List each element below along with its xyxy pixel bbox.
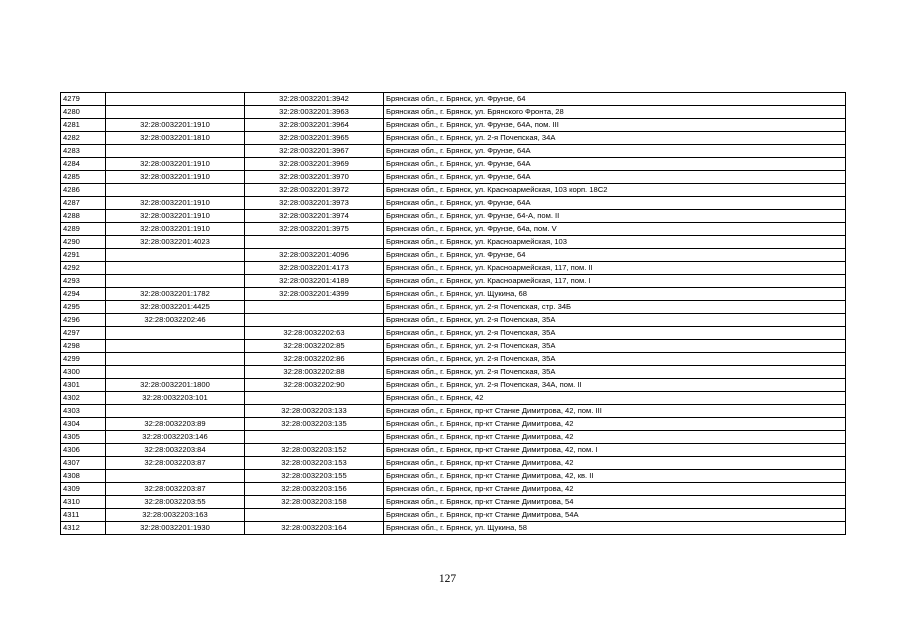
parent-cadastral-number-cell: 32:28:0032201:1810 [106,132,245,145]
cadastral-number-cell: 32:28:0032201:3974 [245,210,384,223]
parent-cadastral-number-cell: 32:28:0032201:1800 [106,379,245,392]
cadastral-number-cell: 32:28:0032201:4096 [245,249,384,262]
parent-cadastral-number-cell: 32:28:0032203:89 [106,418,245,431]
cadastral-number-cell: 32:28:0032202:88 [245,366,384,379]
address-cell: Брянская обл., г. Брянск, пр-кт Станке Димитрова, 42, пом. I [384,444,846,457]
row-number-cell: 4311 [61,509,106,522]
cadastral-number-cell: 32:28:0032203:158 [245,496,384,509]
row-number-cell: 4310 [61,496,106,509]
address-cell: Брянская обл., г. Брянск, пр-кт Станке Димитрова, 42, кв. II [384,470,846,483]
row-number-cell: 4309 [61,483,106,496]
parent-cadastral-number-cell: 32:28:0032201:1910 [106,223,245,236]
address-cell: Брянская обл., г. Брянск, ул. Щукина, 58 [384,522,846,535]
cadastral-number-cell: 32:28:0032202:63 [245,327,384,340]
address-cell: Брянская обл., г. Брянск, ул. Фрунзе, 64 [384,249,846,262]
parent-cadastral-number-cell [106,405,245,418]
row-number-cell: 4304 [61,418,106,431]
cadastral-number-cell: 32:28:0032201:3964 [245,119,384,132]
address-cell: Брянская обл., г. Брянск, пр-кт Станке Димитрова, 54А [384,509,846,522]
table-row [61,379,846,392]
table-row [61,418,846,431]
cadastral-number-cell: 32:28:0032203:156 [245,483,384,496]
parent-cadastral-number-cell [106,93,245,106]
row-number-cell: 4295 [61,301,106,314]
table-row [61,327,846,340]
cadastral-number-cell [245,431,384,444]
row-number-cell: 4299 [61,353,106,366]
address-cell: Брянская обл., г. Брянск, ул. Фрунзе, 64А [384,197,846,210]
parent-cadastral-number-cell: 32:28:0032203:84 [106,444,245,457]
table-row [61,470,846,483]
parent-cadastral-number-cell: 32:28:0032203:87 [106,457,245,470]
parent-cadastral-number-cell [106,470,245,483]
address-cell: Брянская обл., г. Брянск, ул. 2-я Почепская, 35А [384,340,846,353]
row-number-cell: 4305 [61,431,106,444]
table-row [61,483,846,496]
table-row [61,340,846,353]
cadastral-number-cell [245,509,384,522]
cadastral-number-cell: 32:28:0032201:3973 [245,197,384,210]
table-row [61,184,846,197]
table-row [61,158,846,171]
parent-cadastral-number-cell: 32:28:0032203:87 [106,483,245,496]
address-cell: Брянская обл., г. Брянск, ул. Фрунзе, 64 [384,93,846,106]
parent-cadastral-number-cell [106,327,245,340]
cadastral-number-cell [245,236,384,249]
page-number: 127 [438,573,457,585]
cadastral-number-cell: 32:28:0032201:3967 [245,145,384,158]
table-row [61,93,846,106]
cadastral-number-cell: 32:28:0032201:4189 [245,275,384,288]
parent-cadastral-number-cell: 32:28:0032201:4425 [106,301,245,314]
row-number-cell: 4290 [61,236,106,249]
address-cell: Брянская обл., г. Брянск, ул. Фрунзе, 64-А, пом. II [384,210,846,223]
table-row [61,366,846,379]
address-cell: Брянская обл., г. Брянск, пр-кт Станке Димитрова, 42 [384,457,846,470]
row-number-cell: 4294 [61,288,106,301]
table-row [61,210,846,223]
table-row [61,509,846,522]
table-row [61,262,846,275]
row-number-cell: 4300 [61,366,106,379]
cadastral-number-cell: 32:28:0032201:3963 [245,106,384,119]
row-number-cell: 4292 [61,262,106,275]
table-row [61,197,846,210]
table-row [61,132,846,145]
address-cell: Брянская обл., г. Брянск, ул. Фрунзе, 64А [384,158,846,171]
table-row [61,522,846,535]
parent-cadastral-number-cell [106,262,245,275]
table-row [61,223,846,236]
parent-cadastral-number-cell: 32:28:0032202:46 [106,314,245,327]
cadastral-number-cell: 32:28:0032201:4399 [245,288,384,301]
cadastral-number-cell: 32:28:0032203:135 [245,418,384,431]
address-cell: Брянская обл., г. Брянск, 42 [384,392,846,405]
cadastral-number-cell: 32:28:0032202:85 [245,340,384,353]
parent-cadastral-number-cell: 32:28:0032201:1910 [106,210,245,223]
row-number-cell: 4284 [61,158,106,171]
parent-cadastral-number-cell: 32:28:0032201:1782 [106,288,245,301]
row-number-cell: 4286 [61,184,106,197]
parent-cadastral-number-cell: 32:28:0032203:146 [106,431,245,444]
cadastral-number-cell: 32:28:0032203:164 [245,522,384,535]
row-number-cell: 4280 [61,106,106,119]
row-number-cell: 4289 [61,223,106,236]
cadastral-number-cell: 32:28:0032201:3969 [245,158,384,171]
parent-cadastral-number-cell: 32:28:0032201:1910 [106,171,245,184]
row-number-cell: 4303 [61,405,106,418]
address-cell: Брянская обл., г. Брянск, ул. Фрунзе, 64А [384,145,846,158]
cadastral-number-cell: 32:28:0032203:153 [245,457,384,470]
table-row [61,457,846,470]
registry-table-body [61,93,846,535]
row-number-cell: 4302 [61,392,106,405]
table-row [61,392,846,405]
cadastral-number-cell: 32:28:0032201:3970 [245,171,384,184]
parent-cadastral-number-cell [106,184,245,197]
row-number-cell: 4312 [61,522,106,535]
parent-cadastral-number-cell [106,249,245,262]
address-cell: Брянская обл., г. Брянск, ул. 2-я Почепская, 35А [384,353,846,366]
parent-cadastral-number-cell: 32:28:0032203:55 [106,496,245,509]
row-number-cell: 4307 [61,457,106,470]
cadastral-number-cell: 32:28:0032201:3975 [245,223,384,236]
address-cell: Брянская обл., г. Брянск, пр-кт Станке Димитрова, 42 [384,431,846,444]
table-row [61,314,846,327]
table-row [61,496,846,509]
address-cell: Брянская обл., г. Брянск, ул. Красноармейская, 103 [384,236,846,249]
row-number-cell: 4301 [61,379,106,392]
row-number-cell: 4298 [61,340,106,353]
table-row [61,431,846,444]
parent-cadastral-number-cell: 32:28:0032203:101 [106,392,245,405]
row-number-cell: 4283 [61,145,106,158]
parent-cadastral-number-cell [106,275,245,288]
address-cell: Брянская обл., г. Брянск, ул. Фрунзе, 64а, пом. V [384,223,846,236]
property-registry-table [60,92,846,535]
row-number-cell: 4293 [61,275,106,288]
cadastral-number-cell [245,314,384,327]
table-row [61,288,846,301]
address-cell: Брянская обл., г. Брянск, ул. Фрунзе, 64А [384,171,846,184]
cadastral-number-cell: 32:28:0032202:90 [245,379,384,392]
table-row [61,444,846,457]
cadastral-number-cell [245,301,384,314]
row-number-cell: 4282 [61,132,106,145]
cadastral-number-cell: 32:28:0032203:152 [245,444,384,457]
table-row [61,275,846,288]
table-row [61,145,846,158]
address-cell: Брянская обл., г. Брянск, ул. 2-я Почепская, 35А [384,327,846,340]
parent-cadastral-number-cell [106,353,245,366]
row-number-cell: 4306 [61,444,106,457]
cadastral-number-cell: 32:28:0032201:3972 [245,184,384,197]
parent-cadastral-number-cell [106,106,245,119]
address-cell: Брянская обл., г. Брянск, ул. Фрунзе, 64А, пом. III [384,119,846,132]
cadastral-number-cell [245,392,384,405]
table-row [61,119,846,132]
parent-cadastral-number-cell: 32:28:0032201:1910 [106,197,245,210]
table-row [61,236,846,249]
row-number-cell: 4308 [61,470,106,483]
address-cell: Брянская обл., г. Брянск, ул. 2-я Почепская, 34А [384,132,846,145]
parent-cadastral-number-cell [106,366,245,379]
address-cell: Брянская обл., г. Брянск, ул. 2-я Почепская, 35А [384,314,846,327]
row-number-cell: 4297 [61,327,106,340]
parent-cadastral-number-cell [106,340,245,353]
table-row [61,106,846,119]
address-cell: Брянская обл., г. Брянск, ул. 2-я Почепская, 35А [384,366,846,379]
table-row [61,405,846,418]
address-cell: Брянская обл., г. Брянск, ул. Красноармейская, 117, пом. I [384,275,846,288]
parent-cadastral-number-cell: 32:28:0032201:1910 [106,119,245,132]
cadastral-number-cell: 32:28:0032202:86 [245,353,384,366]
address-cell: Брянская обл., г. Брянск, пр-кт Станке Димитрова, 42 [384,483,846,496]
cadastral-number-cell: 32:28:0032201:3942 [245,93,384,106]
parent-cadastral-number-cell: 32:28:0032201:1930 [106,522,245,535]
address-cell: Брянская обл., г. Брянск, ул. 2-я Почепская, стр. 34Б [384,301,846,314]
address-cell: Брянская обл., г. Брянск, ул. Щукина, 68 [384,288,846,301]
address-cell: Брянская обл., г. Брянск, ул. 2-я Почепская, 34А, пом. II [384,379,846,392]
row-number-cell: 4285 [61,171,106,184]
table-row [61,301,846,314]
parent-cadastral-number-cell: 32:28:0032201:4023 [106,236,245,249]
row-number-cell: 4296 [61,314,106,327]
row-number-cell: 4287 [61,197,106,210]
address-cell: Брянская обл., г. Брянск, пр-кт Станке Димитрова, 42 [384,418,846,431]
address-cell: Брянская обл., г. Брянск, ул. Брянского Фронта, 28 [384,106,846,119]
parent-cadastral-number-cell: 32:28:0032203:163 [106,509,245,522]
address-cell: Брянская обл., г. Брянск, пр-кт Станке Димитрова, 42, пом. III [384,405,846,418]
table-row [61,353,846,366]
cadastral-number-cell: 32:28:0032203:155 [245,470,384,483]
row-number-cell: 4291 [61,249,106,262]
row-number-cell: 4288 [61,210,106,223]
address-cell: Брянская обл., г. Брянск, ул. Красноармейская, 117, пом. II [384,262,846,275]
parent-cadastral-number-cell [106,145,245,158]
table-row [61,249,846,262]
cadastral-number-cell: 32:28:0032201:3965 [245,132,384,145]
table-row [61,171,846,184]
cadastral-number-cell: 32:28:0032203:133 [245,405,384,418]
row-number-cell: 4279 [61,93,106,106]
address-cell: Брянская обл., г. Брянск, пр-кт Станке Димитрова, 54 [384,496,846,509]
parent-cadastral-number-cell: 32:28:0032201:1910 [106,158,245,171]
address-cell: Брянская обл., г. Брянск, ул. Красноармейская, 103 корп. 18С2 [384,184,846,197]
cadastral-number-cell: 32:28:0032201:4173 [245,262,384,275]
row-number-cell: 4281 [61,119,106,132]
